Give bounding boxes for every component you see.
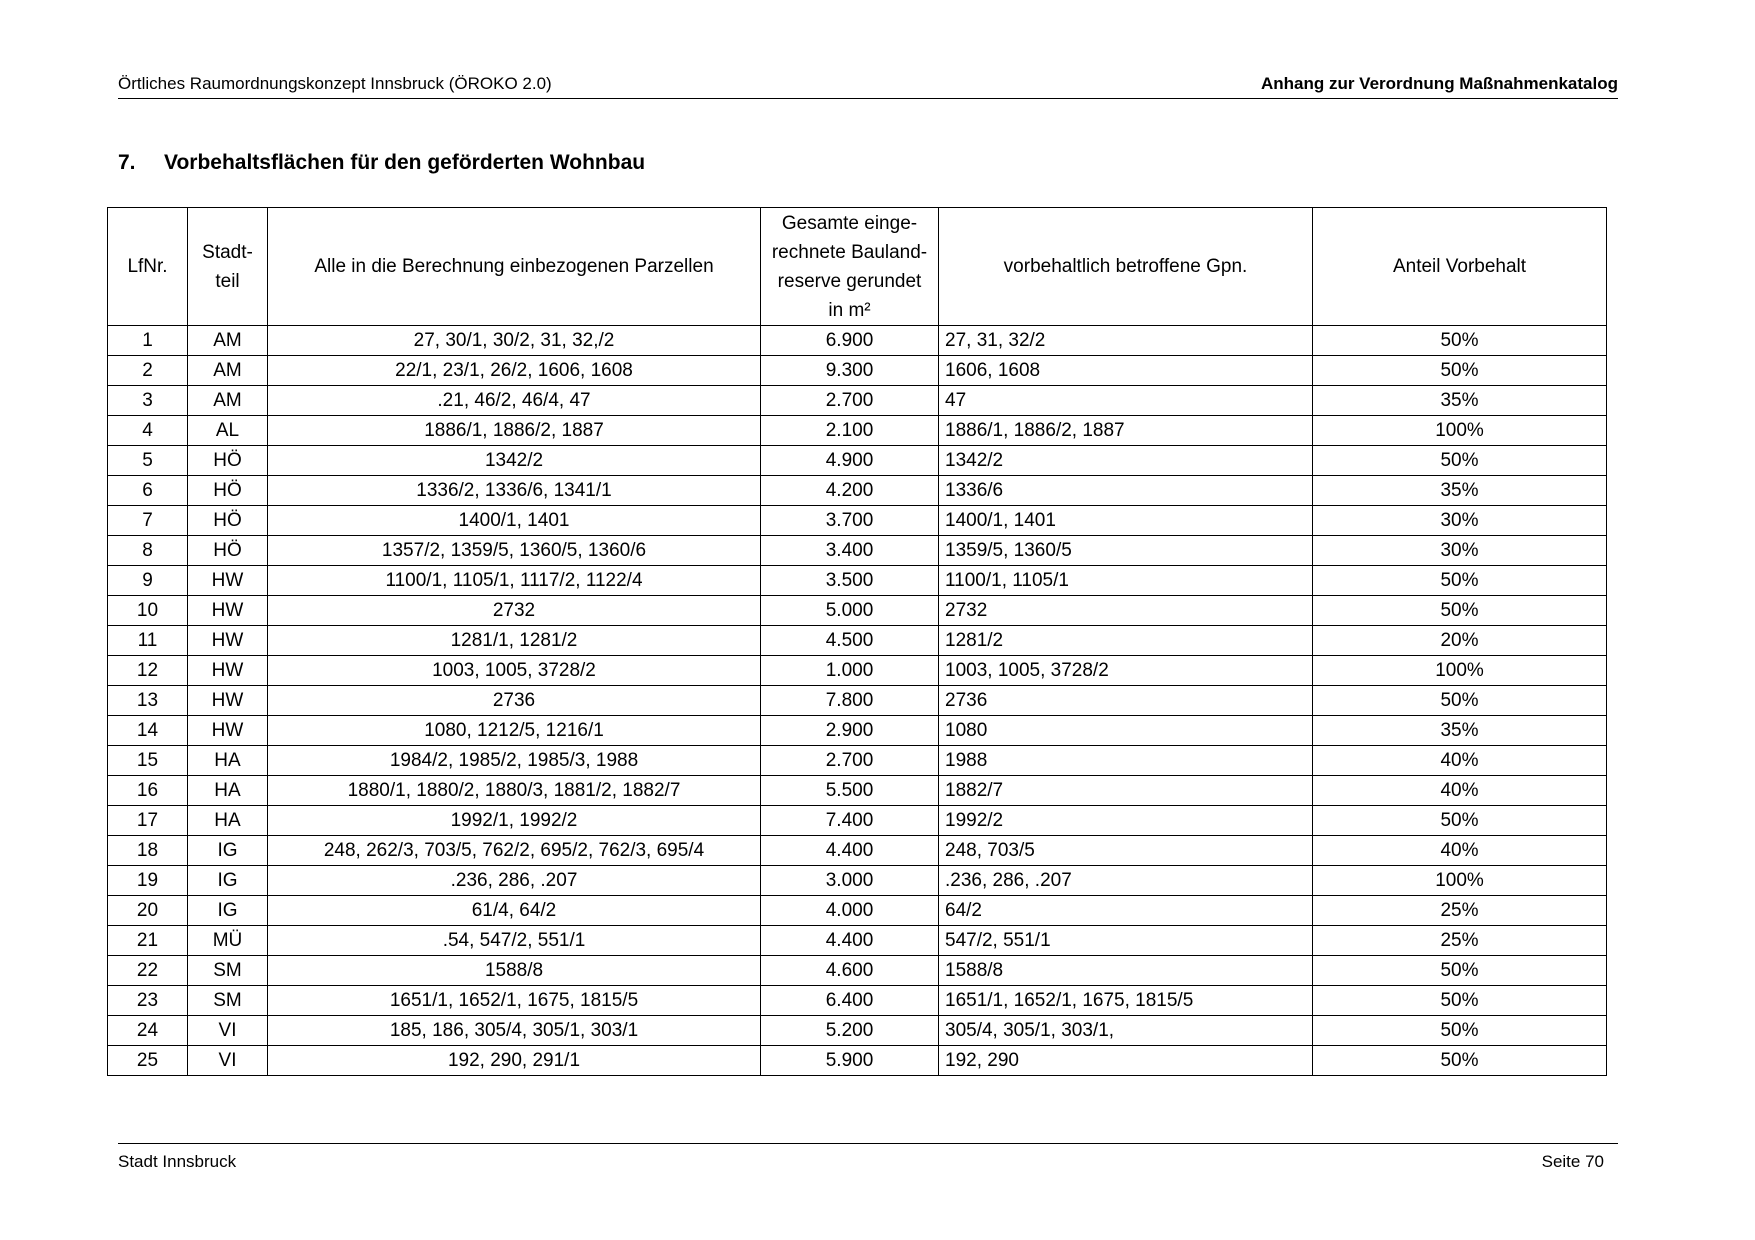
cell-lfnr: 6 [108,476,188,506]
cell-stadtteil: IG [188,896,268,926]
header-stadtteil-line2: teil [215,270,240,292]
cell-anteil: 100% [1313,656,1607,686]
cell-stadtteil: AM [188,386,268,416]
table-row [108,776,1607,806]
header-baulandreserve-line3: reserve gerundet [777,270,922,292]
cell-gpn: 2736 [939,686,1313,716]
table-row [108,896,1607,926]
cell-baulandreserve: 9.300 [761,356,939,386]
footer-publisher: Stadt Innsbruck [118,1152,237,1171]
cell-lfnr: 20 [108,896,188,926]
cell-stadtteil: HÖ [188,476,268,506]
cell-gpn: 1003, 1005, 3728/2 [939,656,1313,686]
page-footer [118,1143,1618,1171]
cell-parzellen: .54, 547/2, 551/1 [268,926,761,956]
cell-anteil: 35% [1313,476,1607,506]
cell-anteil: 30% [1313,536,1607,566]
table-row [108,416,1607,446]
cell-stadtteil: HW [188,596,268,626]
section-heading [118,151,645,175]
cell-stadtteil: HA [188,746,268,776]
cell-stadtteil: HÖ [188,506,268,536]
cell-lfnr: 23 [108,986,188,1016]
header-gpn: vorbehaltlich betroffene Gpn. [939,208,1313,326]
cell-parzellen: 1342/2 [268,446,761,476]
cell-lfnr: 4 [108,416,188,446]
cell-parzellen: 1003, 1005, 3728/2 [268,656,761,686]
table-row [108,686,1607,716]
cell-gpn: 1336/6 [939,476,1313,506]
cell-anteil: 50% [1313,1016,1607,1046]
cell-lfnr: 15 [108,746,188,776]
table-row [108,626,1607,656]
cell-parzellen: 27, 30/1, 30/2, 31, 32,/2 [268,326,761,356]
table-row [108,506,1607,536]
table-row [108,446,1607,476]
cell-lfnr: 12 [108,656,188,686]
table-row [108,1016,1607,1046]
cell-gpn: 1359/5, 1360/5 [939,536,1313,566]
cell-stadtteil: VI [188,1046,268,1076]
table-row [108,956,1607,986]
section-number: 7. [118,151,136,174]
cell-gpn: 305/4, 305/1, 303/1, [939,1016,1313,1046]
cell-baulandreserve: 2.700 [761,386,939,416]
cell-parzellen: 2736 [268,686,761,716]
table-row [108,656,1607,686]
cell-gpn: 64/2 [939,896,1313,926]
cell-baulandreserve: 3.700 [761,506,939,536]
cell-anteil: 40% [1313,836,1607,866]
cell-lfnr: 18 [108,836,188,866]
table-header-row [108,208,1607,326]
cell-baulandreserve: 5.000 [761,596,939,626]
cell-baulandreserve: 1.000 [761,656,939,686]
section-title: Vorbehaltsflächen für den geförderten Wohnbau [164,151,646,174]
cell-anteil: 50% [1313,596,1607,626]
cell-parzellen: 1984/2, 1985/2, 1985/3, 1988 [268,746,761,776]
cell-stadtteil: HÖ [188,446,268,476]
cell-gpn: 1100/1, 1105/1 [939,566,1313,596]
cell-lfnr: 25 [108,1046,188,1076]
cell-parzellen: 1880/1, 1880/2, 1880/3, 1881/2, 1882/7 [268,776,761,806]
cell-gpn: 1882/7 [939,776,1313,806]
cell-anteil: 50% [1313,446,1607,476]
cell-gpn: 1588/8 [939,956,1313,986]
cell-baulandreserve: 4.400 [761,836,939,866]
header-stadtteil-line1: Stadt- [202,241,253,263]
cell-baulandreserve: 4.200 [761,476,939,506]
cell-parzellen: 22/1, 23/1, 26/2, 1606, 1608 [268,356,761,386]
table-body [108,326,1607,1076]
cell-baulandreserve: 3.000 [761,866,939,896]
cell-anteil: 25% [1313,926,1607,956]
table-row [108,326,1607,356]
cell-anteil: 50% [1313,356,1607,386]
table-row [108,476,1607,506]
cell-gpn: 1651/1, 1652/1, 1675, 1815/5 [939,986,1313,1016]
table-row [108,386,1607,416]
cell-lfnr: 22 [108,956,188,986]
cell-parzellen: 192, 290, 291/1 [268,1046,761,1076]
table-row [108,536,1607,566]
cell-lfnr: 11 [108,626,188,656]
cell-baulandreserve: 3.500 [761,566,939,596]
cell-gpn: 248, 703/5 [939,836,1313,866]
cell-baulandreserve: 6.900 [761,326,939,356]
cell-parzellen: 1357/2, 1359/5, 1360/5, 1360/6 [268,536,761,566]
page-header [118,72,1618,99]
cell-gpn: 1342/2 [939,446,1313,476]
cell-stadtteil: AM [188,326,268,356]
table-row [108,746,1607,776]
cell-gpn: 2732 [939,596,1313,626]
cell-lfnr: 19 [108,866,188,896]
cell-stadtteil: SM [188,956,268,986]
cell-lfnr: 7 [108,506,188,536]
header-stadtteil [188,208,268,326]
cell-parzellen: 1080, 1212/5, 1216/1 [268,716,761,746]
cell-baulandreserve: 5.900 [761,1046,939,1076]
header-baulandreserve-line1: Gesamte einge- [781,212,918,234]
cell-gpn: 1992/2 [939,806,1313,836]
cell-stadtteil: IG [188,866,268,896]
cell-stadtteil: HW [188,626,268,656]
cell-anteil: 25% [1313,896,1607,926]
cell-lfnr: 2 [108,356,188,386]
cell-baulandreserve: 4.900 [761,446,939,476]
table-row [108,716,1607,746]
cell-parzellen: .21, 46/2, 46/4, 47 [268,386,761,416]
cell-lfnr: 5 [108,446,188,476]
cell-baulandreserve: 5.500 [761,776,939,806]
cell-anteil: 100% [1313,416,1607,446]
cell-baulandreserve: 3.400 [761,536,939,566]
header-baulandreserve [761,208,939,326]
cell-lfnr: 10 [108,596,188,626]
cell-stadtteil: VI [188,1016,268,1046]
cell-baulandreserve: 2.900 [761,716,939,746]
header-baulandreserve-line2: rechnete Bauland- [771,241,928,263]
cell-parzellen: 248, 262/3, 703/5, 762/2, 695/2, 762/3, 695/4 [268,836,761,866]
cell-lfnr: 16 [108,776,188,806]
cell-parzellen: 1400/1, 1401 [268,506,761,536]
cell-anteil: 40% [1313,746,1607,776]
cell-parzellen: .236, 286, .207 [268,866,761,896]
cell-parzellen: 185, 186, 305/4, 305/1, 303/1 [268,1016,761,1046]
cell-stadtteil: AL [188,416,268,446]
cell-parzellen: 1651/1, 1652/1, 1675, 1815/5 [268,986,761,1016]
cell-stadtteil: AM [188,356,268,386]
cell-anteil: 50% [1313,1046,1607,1076]
table-row [108,356,1607,386]
cell-anteil: 30% [1313,506,1607,536]
cell-stadtteil: HW [188,656,268,686]
table-row [108,836,1607,866]
reservation-areas-table [107,207,1607,1076]
cell-baulandreserve: 7.800 [761,686,939,716]
footer-page-number: Seite 70 [1541,1152,1604,1171]
table-row [108,986,1607,1016]
header-parzellen: Alle in die Berechnung einbezogenen Parzellen [268,208,761,326]
cell-baulandreserve: 5.200 [761,1016,939,1046]
cell-baulandreserve: 2.100 [761,416,939,446]
cell-gpn: 27, 31, 32/2 [939,326,1313,356]
cell-baulandreserve: 6.400 [761,986,939,1016]
cell-parzellen: 1886/1, 1886/2, 1887 [268,416,761,446]
cell-lfnr: 3 [108,386,188,416]
cell-lfnr: 9 [108,566,188,596]
cell-anteil: 40% [1313,776,1607,806]
cell-anteil: 50% [1313,686,1607,716]
cell-parzellen: 1336/2, 1336/6, 1341/1 [268,476,761,506]
cell-stadtteil: IG [188,836,268,866]
cell-parzellen: 1992/1, 1992/2 [268,806,761,836]
header-document-title: Örtliches Raumordnungskonzept Innsbruck (ÖROKO 2.0) [118,74,552,93]
cell-parzellen: 1281/1, 1281/2 [268,626,761,656]
cell-baulandreserve: 4.000 [761,896,939,926]
table-row [108,1046,1607,1076]
cell-gpn: 1281/2 [939,626,1313,656]
cell-baulandreserve: 7.400 [761,806,939,836]
cell-lfnr: 8 [108,536,188,566]
cell-parzellen: 2732 [268,596,761,626]
table-row [108,806,1607,836]
cell-anteil: 35% [1313,716,1607,746]
cell-anteil: 50% [1313,566,1607,596]
cell-baulandreserve: 2.700 [761,746,939,776]
cell-parzellen: 61/4, 64/2 [268,896,761,926]
cell-stadtteil: HW [188,566,268,596]
table-row [108,926,1607,956]
cell-stadtteil: HA [188,806,268,836]
cell-baulandreserve: 4.500 [761,626,939,656]
cell-anteil: 35% [1313,386,1607,416]
cell-anteil: 100% [1313,866,1607,896]
cell-anteil: 20% [1313,626,1607,656]
cell-lfnr: 24 [108,1016,188,1046]
cell-baulandreserve: 4.600 [761,956,939,986]
cell-stadtteil: MÜ [188,926,268,956]
cell-anteil: 50% [1313,326,1607,356]
cell-gpn: .236, 286, .207 [939,866,1313,896]
header-anteil: Anteil Vorbehalt [1313,208,1607,326]
cell-stadtteil: HW [188,686,268,716]
cell-gpn: 1606, 1608 [939,356,1313,386]
cell-lfnr: 14 [108,716,188,746]
cell-gpn: 547/2, 551/1 [939,926,1313,956]
header-baulandreserve-line4: in m² [828,299,871,321]
cell-lfnr: 21 [108,926,188,956]
table-row [108,566,1607,596]
cell-anteil: 50% [1313,806,1607,836]
cell-anteil: 50% [1313,956,1607,986]
cell-gpn: 192, 290 [939,1046,1313,1076]
cell-parzellen: 1100/1, 1105/1, 1117/2, 1122/4 [268,566,761,596]
cell-gpn: 1080 [939,716,1313,746]
table-row [108,596,1607,626]
table-row [108,866,1607,896]
header-section-label: Anhang zur Verordnung Maßnahmenkatalog [1260,74,1618,93]
cell-anteil: 50% [1313,986,1607,1016]
cell-gpn: 47 [939,386,1313,416]
cell-gpn: 1988 [939,746,1313,776]
cell-stadtteil: SM [188,986,268,1016]
cell-parzellen: 1588/8 [268,956,761,986]
header-lfnr: LfNr. [108,208,188,326]
cell-baulandreserve: 4.400 [761,926,939,956]
cell-lfnr: 1 [108,326,188,356]
cell-stadtteil: HÖ [188,536,268,566]
cell-gpn: 1886/1, 1886/2, 1887 [939,416,1313,446]
cell-lfnr: 13 [108,686,188,716]
cell-gpn: 1400/1, 1401 [939,506,1313,536]
cell-lfnr: 17 [108,806,188,836]
cell-stadtteil: HA [188,776,268,806]
cell-stadtteil: HW [188,716,268,746]
